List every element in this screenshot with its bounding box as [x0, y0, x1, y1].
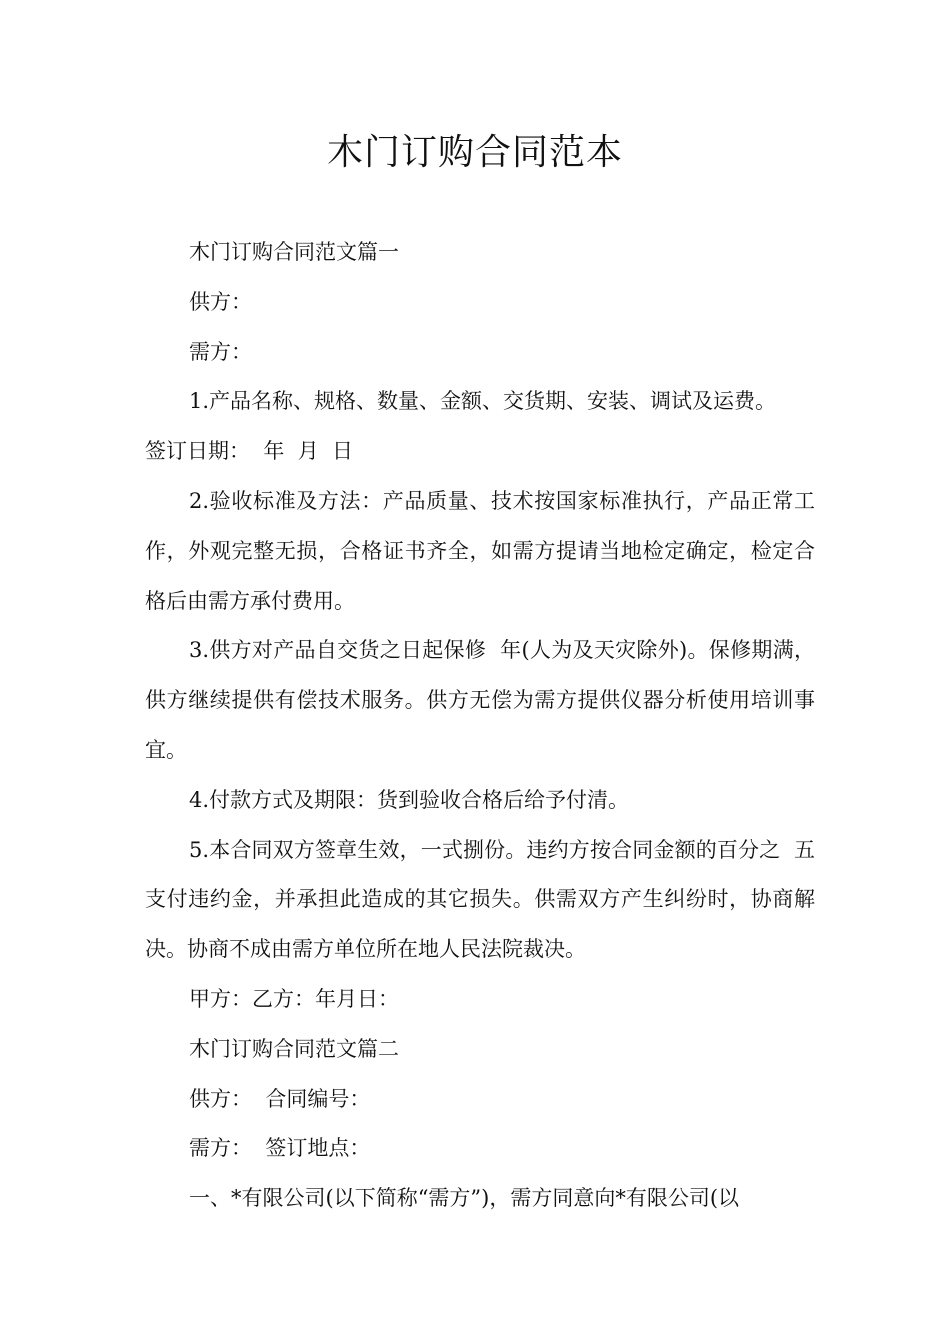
- document-title: 木门订购合同范本: [326, 132, 623, 173]
- clause-4: 4.付款方式及期限：货到验收合格后给予付清。: [189, 787, 630, 812]
- signature-line: 甲方：乙方：年月日：: [189, 986, 399, 1011]
- document-body: [145, 228, 829, 1224]
- clause-3: 3.供方对产品自交货之日起保修 年(人为及天灾除外)。保修期满，供方继续提供有偿技术服务。供方无偿为需方提供仪器分析使用培训事宜。: [145, 638, 815, 762]
- buyer-signing-place-line: 需方： 签订地点：: [189, 1136, 371, 1161]
- section-heading-1: 木门订购合同范文篇一: [189, 240, 399, 264]
- clause-2: 2.验收标准及方法：产品质量、技术按国家标准执行，产品正常工作，外观完整无损，合格证书齐全，如需方提请当地检定确定，检定合格后由需方承付费用。: [145, 488, 815, 613]
- supplier-contract-no-line: 供方： 合同编号：: [189, 1086, 371, 1111]
- clause-2-1: 一、*有限公司(以下简称“需方”)，需方同意向*有限公司(以: [189, 1186, 740, 1211]
- clause-1: 1.产品名称、规格、数量、金额、交货期、安装、调试及运费。: [189, 389, 777, 414]
- section-heading-2: 木门订购合同范文篇二: [189, 1036, 399, 1061]
- signing-date-line: 签订日期： 年 月 日: [145, 439, 354, 464]
- clause-5: 5.本合同双方签章生效，一式捌份。违约方按合同金额的百分之 五 支付违约金，并承担此造成的其它损失。供需双方产生纠纷时，协商解决。协商不成由需方单位所在地人民法院裁决。: [145, 837, 829, 962]
- buyer-line: 需方：: [189, 339, 252, 364]
- supplier-line: 供方：: [189, 289, 252, 314]
